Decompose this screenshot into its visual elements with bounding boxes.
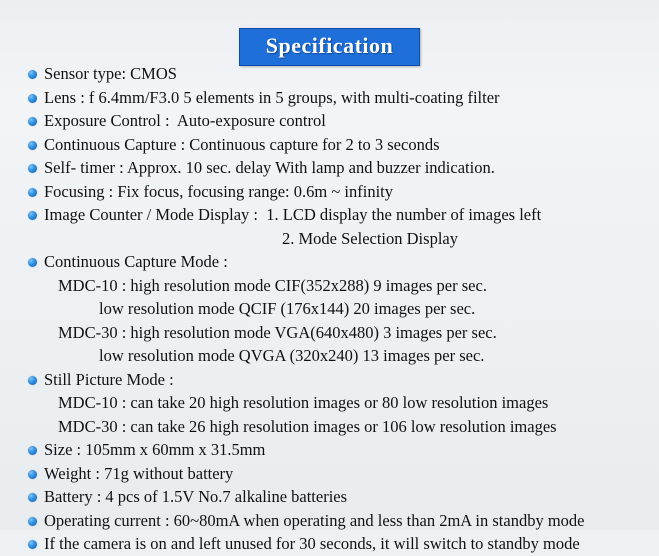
spec-line [28, 180, 645, 204]
bullet-icon [28, 62, 44, 79]
spec-line [28, 462, 645, 486]
specification-list [28, 62, 645, 556]
spec-line-text: MDC-30 : high resolution mode VGA(640x480) 3 images per sec. [58, 322, 497, 342]
spec-line [28, 438, 645, 462]
spec-line-text: Still Picture Mode : [44, 369, 174, 389]
bullet-icon [28, 368, 44, 385]
spec-line-text: MDC-30 : can take 26 high resolution images or 106 low resolution images [58, 416, 557, 436]
spec-line [28, 509, 645, 533]
spec-line-text: 2. Mode Selection Display [282, 228, 458, 248]
bullet-icon [28, 485, 44, 502]
spec-line [28, 86, 645, 110]
spec-line [28, 62, 645, 86]
spec-line [28, 133, 645, 157]
spec-line [28, 321, 645, 345]
spec-line [28, 109, 645, 133]
page-title-container [0, 28, 659, 66]
spec-line [28, 297, 645, 321]
spec-line-text: MDC-10 : can take 20 high resolution images or 80 low resolution images [58, 393, 549, 412]
bullet-icon [28, 438, 44, 455]
bullet-icon [28, 462, 44, 479]
spec-line-text: Sensor type: CMOS [44, 64, 177, 83]
spec-line [28, 391, 645, 415]
spec-line-text: Lens : f 6.4mm/F3.0 5 elements in 5 groups, with multi-coating filter [44, 87, 500, 107]
spec-line [28, 203, 645, 227]
bullet-icon [28, 180, 44, 197]
spec-line-text: Self- timer : Approx. 10 sec. delay With lamp and buzzer indication. [44, 158, 495, 177]
bullet-spacer [28, 227, 44, 235]
spec-line-text: Operating current : 60~80mA when operating and less than 2mA in standby mode [44, 510, 585, 530]
spec-line-text: low resolution mode QCIF (176x144) 20 images per sec. [99, 299, 476, 318]
spec-line-text: MDC-10 : high resolution mode CIF(352x288) 9 images per sec. [58, 275, 487, 295]
spec-line-text: low resolution mode QVGA (320x240) 13 images per sec. [99, 346, 485, 365]
bullet-spacer [28, 297, 44, 305]
bullet-icon [28, 250, 44, 267]
spec-line-text: Size : 105mm x 60mm x 31.5mm [44, 440, 266, 459]
spec-line-text: Continuous Capture Mode : [44, 252, 228, 271]
bullet-icon [28, 203, 44, 220]
spec-line [28, 156, 645, 180]
spec-line [28, 250, 645, 274]
spec-line [28, 227, 645, 251]
spec-line [28, 532, 645, 556]
spec-line-text: If the camera is on and left unused for 30 seconds, it will switch to standby mode [44, 534, 580, 553]
spec-line [28, 415, 645, 439]
bullet-spacer [28, 274, 44, 282]
spec-line [28, 274, 645, 298]
bullet-spacer [28, 391, 44, 399]
bullet-icon [28, 532, 44, 549]
bullet-icon [28, 86, 44, 103]
spec-line [28, 485, 645, 509]
spec-line [28, 368, 645, 392]
spec-line-text: Weight : 71g without battery [44, 463, 234, 483]
bullet-spacer [28, 415, 44, 423]
bullet-icon [28, 509, 44, 526]
spec-line-text: Image Counter / Mode Display : 1. LCD display the number of images left [44, 205, 542, 224]
spec-line-text: Focusing : Fix focus, focusing range: 0.6m ~ infinity [44, 181, 393, 201]
spec-line-text: Battery : 4 pcs of 1.5V No.7 alkaline batteries [44, 487, 348, 506]
spec-line [28, 344, 645, 368]
bullet-icon [28, 109, 44, 126]
spec-line-text: Continuous Capture : Continuous capture for 2 to 3 seconds [44, 134, 440, 154]
bullet-spacer [28, 321, 44, 329]
bullet-icon [28, 133, 44, 150]
page-title: Specification [265, 33, 394, 58]
page-title-box [239, 28, 421, 66]
bullet-spacer [28, 344, 44, 352]
spec-line-text: Exposure Control : Auto-exposure control [44, 111, 326, 130]
bullet-icon [28, 156, 44, 173]
